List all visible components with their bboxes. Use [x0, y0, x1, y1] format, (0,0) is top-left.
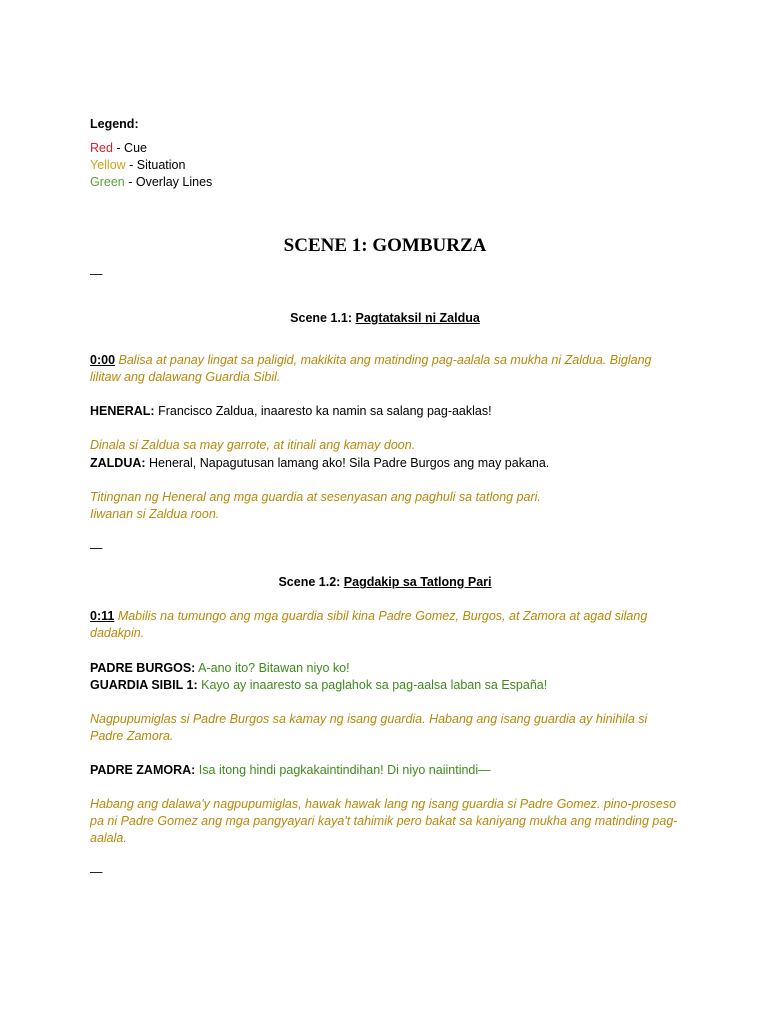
dialogue-zaldua	[90, 455, 680, 472]
speaker: PADRE ZAMORA:	[90, 763, 196, 777]
dialogue-heneral	[90, 403, 680, 420]
scene-subtitle: Pagdakip sa Tatlong Pari	[343, 575, 492, 589]
scene-label: Scene 1.2:	[278, 575, 344, 589]
situation-text: Habang ang dalawa'y nagpupumiglas, hawak hawak lang ng isang guardia si Padre Gomez. pino-proseso pa ni Padre Gomez ang mga pangyayari kaya't tahimik pero bakat sa kaniyang mukha ang matinding pag-aalala.	[90, 797, 678, 845]
separator-dash: —	[90, 267, 103, 281]
scene-1-1-heading	[90, 310, 680, 327]
legend-item-green	[90, 174, 680, 191]
scene-1-1-cue	[90, 352, 680, 386]
cue-text: Mabilis na tumungo ang mga guardia sibil kina Padre Gomez, Burgos, at Zamora at agad silang dadakpin.	[90, 609, 648, 640]
legend-desc: - Cue	[112, 141, 147, 155]
speaker: ZALDUA:	[90, 456, 146, 470]
separator-dash: —	[90, 865, 103, 879]
legend-title: Legend:	[90, 117, 139, 131]
scene-1-2-heading	[90, 574, 680, 591]
situation-text: Titingnan ng Heneral ang mga guardia at sesenyasan ang paghuli sa tatlong pari.	[90, 490, 541, 504]
situation-text: Dinala si Zaldua sa may garrote, at itinali ang kamay doon.	[90, 438, 416, 452]
timestamp: 0:11	[90, 609, 115, 623]
legend-color-word: Red	[90, 141, 113, 155]
dialogue-guardia-sibil-1	[90, 677, 680, 694]
speaker: GUARDIA SIBIL 1:	[90, 678, 198, 692]
situation-text: Iiwanan si Zaldua roon.	[90, 507, 220, 521]
legend-color-word: Green	[90, 175, 125, 189]
legend-desc: - Overlay Lines	[124, 175, 213, 189]
dialogue-padre-burgos	[90, 660, 680, 677]
dialogue-text: Heneral, Napagutusan lamang ako! Sila Padre Burgos ang may pakana.	[145, 456, 550, 470]
timestamp: 0:00	[90, 353, 116, 367]
situation-text: Nagpupumiglas si Padre Burgos sa kamay ng isang guardia. Habang ang isang guardia ay hinihila si Padre Zamora.	[90, 712, 648, 743]
separator-dash: —	[90, 541, 103, 555]
cue-text: Balisa at panay lingat sa paligid, makikita ang matinding pag-aalala sa mukha ni Zaldua. Biglang lilitaw ang dalawang Guardia Sibil.	[90, 353, 652, 384]
dialogue-padre-zamora	[90, 762, 680, 779]
legend-desc: - Situation	[125, 158, 186, 172]
legend	[90, 140, 680, 191]
scene-title: SCENE 1: GOMBURZA	[283, 235, 487, 256]
dialogue-text: A-ano ito? Bitawan niyo ko!	[195, 661, 350, 675]
legend-item-red	[90, 140, 680, 157]
speaker: HENERAL:	[90, 404, 155, 418]
legend-item-yellow	[90, 157, 680, 174]
scene-label: Scene 1.1:	[290, 311, 356, 325]
dialogue-text: Kayo ay inaaresto sa paglahok sa pag-aalsa laban sa España!	[197, 678, 548, 692]
legend-color-word: Yellow	[90, 158, 126, 172]
dialogue-text: Isa itong hindi pagkakaintindihan! Di niyo naiintindi—	[195, 763, 491, 777]
scene-subtitle: Pagtataksil ni Zaldua	[355, 311, 480, 325]
speaker: PADRE BURGOS:	[90, 661, 196, 675]
dialogue-text: Francisco Zaldua, inaaresto ka namin sa salang pag-aaklas!	[154, 404, 492, 418]
scene-1-2-cue	[90, 608, 680, 642]
